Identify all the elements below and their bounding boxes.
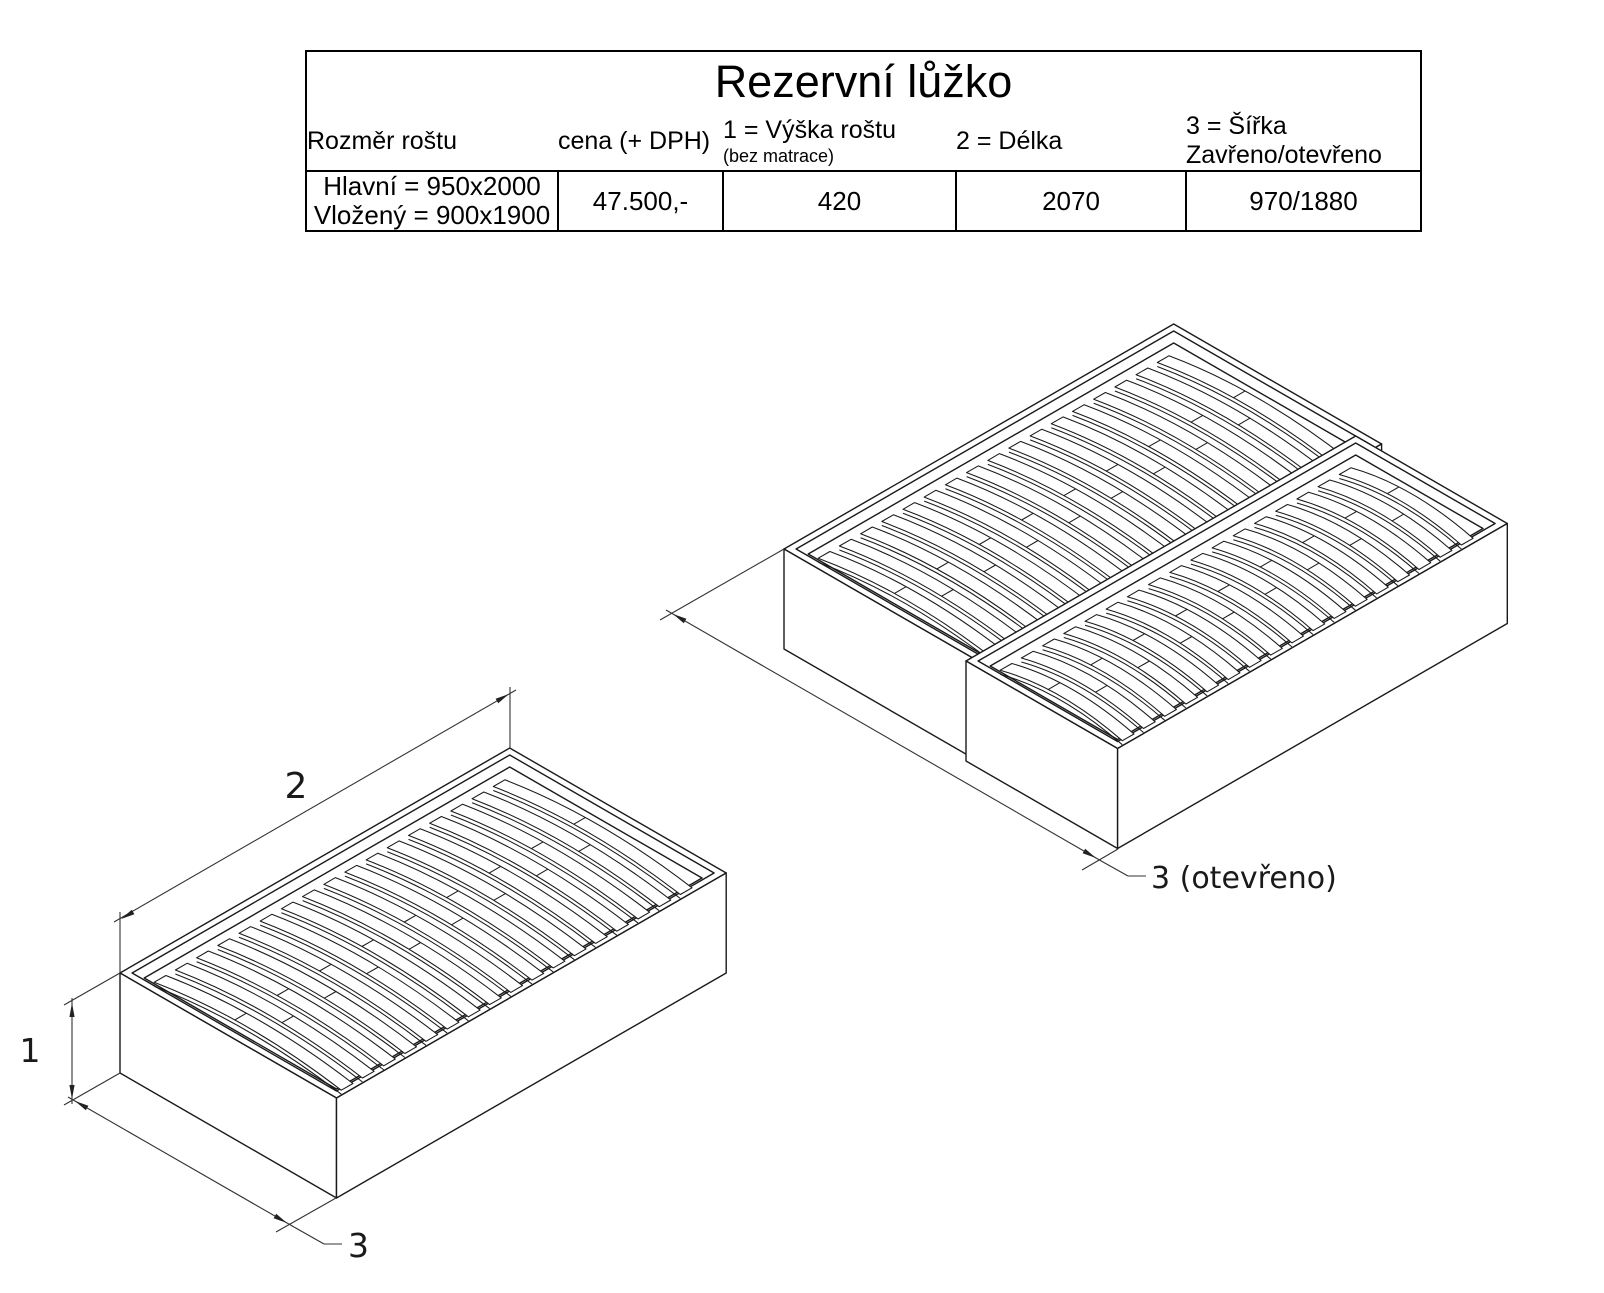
header-delka: 2 = Délka (956, 112, 1186, 171)
header-rozmer-rostu: Rozměr roštu (306, 112, 558, 171)
header-vyska-main: 1 = Výška roštu (723, 115, 896, 144)
header-sirka-line1: 3 = Šířka (1186, 112, 1287, 140)
table-title: Rezervní lůžko (714, 56, 1013, 107)
header-sirka-line2: Zavřeno/otevřeno (1186, 141, 1382, 169)
cell-rozmer-line2: Vložený = 900x1900 (313, 200, 551, 230)
dim-label-length: 2 (284, 766, 308, 807)
dim-label-height: 1 (19, 1031, 41, 1070)
dim-label-width-closed: 3 (348, 1226, 369, 1265)
cell-vyska: 420 (723, 171, 956, 231)
cell-rozmer-line1: Hlavní = 950x2000 (323, 171, 541, 201)
cell-sirka: 970/1880 (1186, 171, 1421, 231)
open-bed-drawing (784, 324, 1507, 849)
dim-label-width-open: 3 (otevřeno) (1151, 861, 1337, 896)
header-cena: cena (+ DPH) (558, 112, 723, 171)
cell-cena: 47.500,- (558, 171, 723, 231)
closed-bed-drawing (120, 748, 726, 1198)
cell-delka: 2070 (956, 171, 1186, 231)
header-vyska-sub: (bez matrace) (723, 145, 835, 166)
